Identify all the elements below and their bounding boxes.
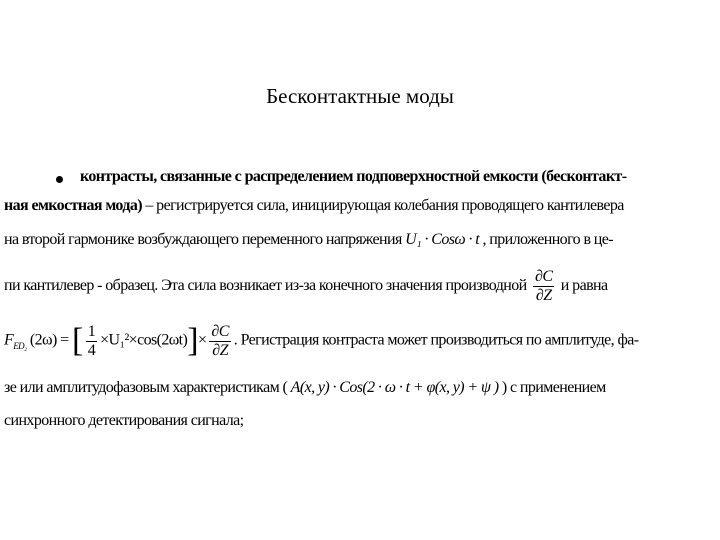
text: ) с применением [498,379,606,396]
numerator: ∂C [211,322,229,340]
quarter-fraction [86,323,97,359]
text-line-3 [4,231,613,249]
bullet-icon [56,176,63,183]
numerator: ∂C [535,268,553,285]
force-subscript: ED₂ [13,340,27,351]
bold-term: ная емкостная мода) [4,197,142,214]
text: – регистрируется сила, инициирующая колебания проводящего кантилевера [141,197,624,214]
numerator: 1 [87,322,96,340]
derivative-fraction [209,323,230,359]
formula-mid: ×U₁²×cos(2ωt) [100,331,188,349]
text: пи кантилевер - образец. Эта сила возникает из-за конечного значения производной [4,276,527,294]
text-line-7: синхронного детектирования сигнала; [4,412,244,429]
slide-title: Бесконтактные моды [266,84,454,108]
text: зе или амплитудофазовым характеристикам ( [4,379,291,396]
text-line-6 [4,379,606,397]
text-line-4 [4,268,608,304]
denominator: ∂Z [535,286,552,304]
formula-signal: A(x, y) · Cos(2 · ω · t + φ(x, y) + ψ ) [290,379,499,396]
denominator: ∂Z [212,341,228,359]
bracket-open: [ [71,322,83,359]
formula-voltage: U₁ · Cosω · t [405,231,480,248]
force-symbol: F [4,331,14,349]
text-line-2 [4,197,624,215]
times: × [197,331,207,349]
text: . Регистрация контраста может производиться по амплитуде, фа- [233,331,639,349]
denominator: 4 [87,341,96,359]
bracket-close: ] [187,322,198,359]
derivative-fraction [533,268,554,304]
formula-line-5 [4,322,638,360]
text: и равна [557,276,608,294]
text-line-1: контрасты, связанные с распределением подповерхностной емкости (бесконтакт- [80,168,627,185]
text: на второй гармонике возбуждающего переменного напряжения [4,231,406,248]
text: , приложенного в це- [479,231,613,248]
force-arg: (2ω) = [29,331,69,349]
